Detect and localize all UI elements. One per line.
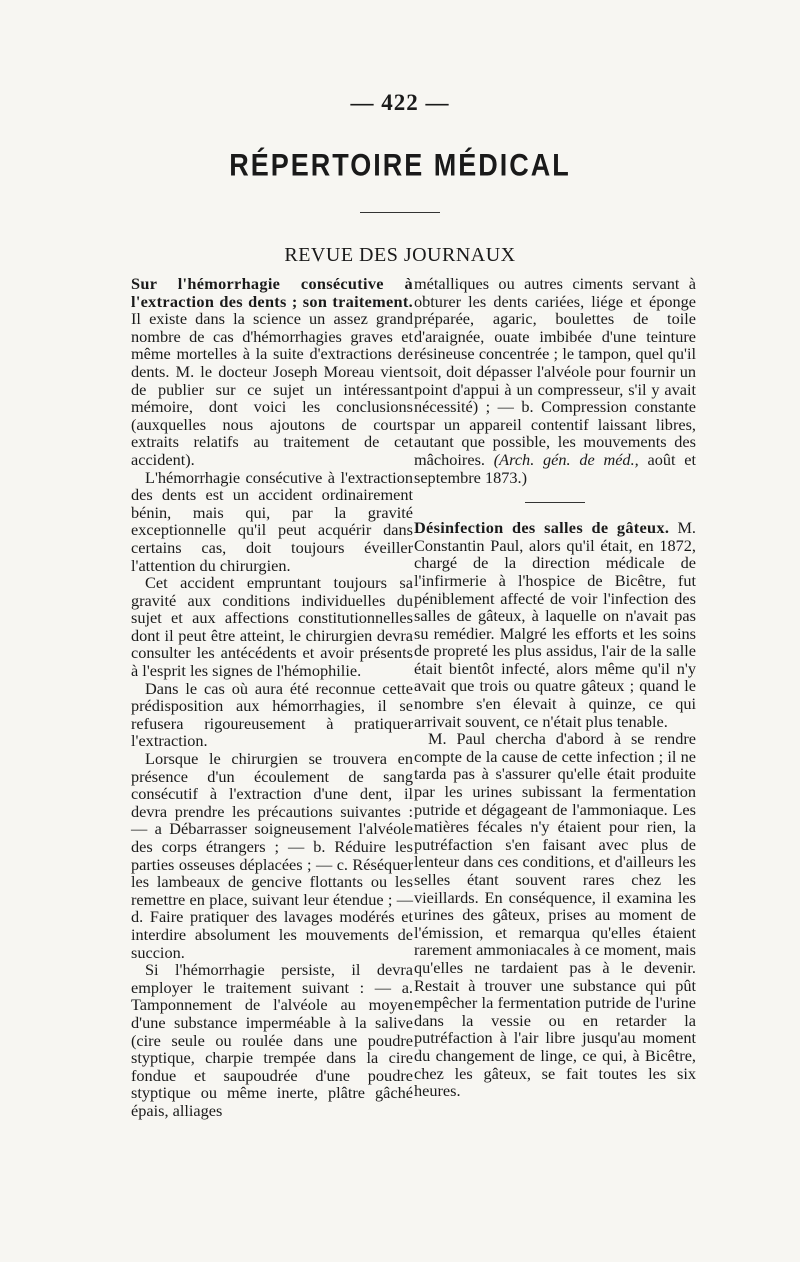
article-paragraph: [414, 519, 696, 730]
article-paragraph: Cet accident empruntant toujours sa gravité aux conditions individuelles du sujet et aux affections constitutionnelles dont il peut être atteint, le chirurgien devra consulter les antécédents et avoir présents à l'esprit les signes de l'hémophilie.: [131, 573, 413, 681]
article-text: M. Constantin Paul, alors qu'il était, en 1872, chargé de la direction médicale de l'infirmerie à l'hospice de Bicêtre, fut péniblement affecté de voir l'infection des salles de gâteux, à laquelle on n'avait pas su remédier. Malgré les efforts et les soins de propreté les plus assidus, l'air de la salle était bientôt infecté, alors même qu'il n'y avait que trois ou quatre gâteux ; quand le nombre s'en élevait à quinze, ce qui arrivait souvent, ce n'était plus tenable.: [414, 518, 696, 731]
article-title: Sur l'hémorrhagie consécutive à l'extraction des dents ; son traitement.: [131, 274, 413, 311]
citation-date: août et septembre 1873.): [414, 449, 696, 487]
article-paragraph: M. Paul chercha d'abord à se rendre compte de la cause de cette infection ; il ne tarda pas à s'assurer qu'elle était produite par les urines subissant la fermentation putride et dégageant de l'ammoniaque. Les matières fécales n'y étaient pour rien, la putréfaction s'en faisant avec plus de lenteur dans ces conditions, et d'ailleurs les selles étant souvent rares chez les vieillards. En conséquence, il examina les urines des gâteux, prises au moment de l'émission, et remarqua qu'elles étaient rarement ammoniacales à ce moment, mais qu'elles ne tardaient pas à le devenir. Restait à trouver une substance qui pût empêcher la fermentation putride de l'urine dans la vessie ou en retarder la putréfaction à l'air libre jusqu'au moment du changement de linge, ce qui, à Bicêtre, chez les gâteux, se fait toutes les six heures.: [414, 729, 696, 1101]
article-paragraph: [414, 275, 696, 486]
article-text: Il existe dans la science un assez grand nombre de cas d'hémorrhagies graves et même mortelles à la suite d'extractions de dents. M. le docteur Joseph Moreau vient de publier sur ce sujet un intéressant mémoire, dont voici les conclusions (auxquelles nous ajoutons de courts extraits relatifs au traitement de cet accident).: [131, 309, 413, 469]
right-column: [414, 275, 696, 1100]
section-heading: REVUE DES JOURNAUX: [284, 244, 516, 266]
article-paragraph: [131, 275, 413, 469]
article-paragraph: Si l'hémorrhagie persiste, il devra employer le traitement suivant : — a. Tamponnement de l'alvéole au moyen d'une substance imperméable à la salive (cire seule ou roulée dans une poudre styptique, charpie trempée dans la cire fondue et saupoudrée d'une poudre styptique ou même inerte, plâtre gâché épais, alliages: [131, 960, 413, 1120]
page-number: — 422 —: [350, 90, 450, 115]
article-title: Désinfection des salles de gâteux.: [414, 518, 670, 538]
article-paragraph: L'hémorrhagie consécutive à l'extraction des dents est un accident ordinairement bénin, mais qui, par la gravité exceptionnelle qu'il peut acquérir dans certains cas, doit toujours éveiller l'attention du chirurgien.: [131, 467, 413, 575]
article-divider: [525, 502, 585, 503]
page-title: RÉPERTOIRE MÉDICAL: [229, 147, 571, 183]
title-divider: [360, 212, 440, 213]
left-column: [131, 275, 413, 1120]
article-paragraph: Lorsque le chirurgien se trouvera en présence d'un écoulement de sang consécutif à l'extraction d'une dent, il devra prendre les précautions suivantes : — a Débarrasser soigneusement l'alvéole des corps étrangers ; — b. Réduire les parties osseuses déplacées ; — c. Réséquer les lambeaux de gencive flottants ou les remettre en place, suivant leur étendue ; — d. Faire pratiquer des lavages modérés et interdire absolument les mouvements de succion.: [131, 749, 413, 962]
citation: (Arch. gén. de méd.,: [493, 449, 639, 469]
article-text: métalliques ou autres ciments servant à obturer les dents cariées, liége et éponge préparée, agaric, boulettes de toile d'araignée, ouate imbibée d'une teinture résineuse concentrée ; le tampon, quel qu'il soit, doit dépasser l'alvéole pour fournir un point d'appui à un compresseur, s'il y avait nécessité) ; — b. Compression constante par un appareil contentif laissant libres, autant que possible, les mouvements des mâchoires.: [414, 274, 696, 469]
article-paragraph: Dans le cas où aura été reconnue cette prédisposition aux hémorrhagies, il se refusera rigoureusement à pratiquer l'extraction.: [131, 678, 413, 751]
